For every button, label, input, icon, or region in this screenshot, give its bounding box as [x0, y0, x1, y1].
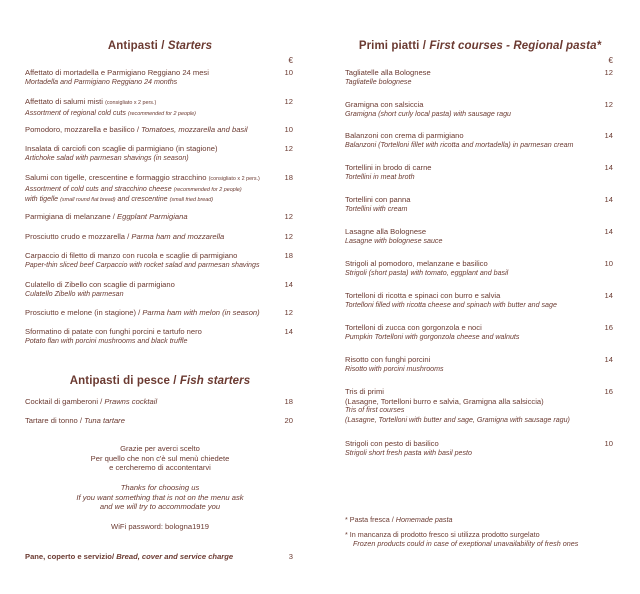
frozen-products-note: * In mancanza di prodotto fresco si utilizza prodotto surgelato Frozen products could in case of exeptional unavailability of fresh ones: [345, 530, 579, 549]
menu-item: Tortelloni di zucca con gorgonzola e noci Pumpkin Tortelloni with gorgonzola cheese and walnuts 16: [345, 323, 613, 341]
cover-charge: Pane, coperto e servizio/ Bread, cover and service charge 3: [25, 552, 293, 561]
item-price: 18: [284, 251, 293, 260]
item-price: 14: [604, 131, 613, 140]
item-price: 12: [604, 100, 613, 109]
first-courses-title: Primi piatti / First courses - Regional pasta*: [358, 40, 602, 52]
menu-item: Parmigiana di melanzane / Eggplant Parmigiana 12: [25, 212, 293, 221]
thanks-english: Thanks for choosing us If you want something that is not on the menu ask and we will try to accommodate you: [76, 483, 244, 512]
menu-item: Gramigna con salsiccia Gramigna (short curly local pasta) with sausage ragu 12: [345, 100, 613, 118]
item-price: 14: [604, 195, 613, 204]
menu-item: Risotto con funghi porcini Risotto with porcini mushrooms 14: [345, 355, 613, 373]
menu-item: Tortelloni di ricotta e spinaci con burro e salvia Tortelloni filled with ricotta cheese and spinach with butter and sage 14: [345, 291, 613, 309]
item-price: 12: [284, 97, 293, 106]
menu-item: Strigoli con pesto di basilico Strigoli short fresh pasta with basil pesto 10: [345, 439, 613, 457]
item-price: 18: [284, 397, 293, 406]
wifi-password: WiFi password: bologna1919: [111, 522, 209, 531]
item-price: 16: [604, 387, 613, 396]
item-price: 3: [288, 552, 293, 561]
menu-item: Cocktail di gamberoni / Prawns cocktail 18: [25, 397, 293, 406]
item-price: 14: [604, 227, 613, 236]
item-price: 12: [284, 212, 293, 221]
item-price: 12: [604, 68, 613, 77]
menu-item: Lasagne alla Bolognese Lasagne with bolognese sauce 14: [345, 227, 613, 245]
item-price: 10: [604, 259, 613, 268]
menu-item: Pomodoro, mozzarella e basilico / Tomatoes, mozzarella and basil 10: [25, 125, 293, 134]
menu-item: Strigoli al pomodoro, melanzane e basilico Strigoli (short pasta) with tomato, eggplant and basil 10: [345, 259, 613, 277]
menu-item: Culatello di Zibello con scaglie di parmigiano Culatello Zibello with parmesan 14: [25, 280, 293, 298]
currency-symbol: €: [608, 56, 613, 65]
item-price: 10: [284, 68, 293, 77]
menu-item: Carpaccio di filetto di manzo con rucola e scaglie di parmigiano Paper-thin sliced beef Carpaccio with rocket salad and parmesan shavings 18: [25, 251, 293, 269]
menu-item: Affettato di salumi misti (consigliato x 2 pers.) Assortment of regional cold cuts (recommended for 2 people) 12: [25, 97, 293, 117]
item-price: 14: [604, 291, 613, 300]
item-price: 18: [284, 173, 293, 182]
fish-starters-title: Antipasti di pesce / Fish starters: [69, 375, 251, 387]
item-price: 16: [604, 323, 613, 332]
item-price: 12: [284, 232, 293, 241]
menu-item: Insalata di carciofi con scaglie di parmigiano (in stagione) Artichoke salad with parmesan shavings (in season) 12: [25, 144, 293, 162]
menu-item: Prosciutto e melone (in stagione) / Parma ham with melon (in season) 12: [25, 308, 293, 317]
item-price: 12: [284, 308, 293, 317]
menu-item: Prosciutto crudo e mozzarella / Parma ham and mozzarella 12: [25, 232, 293, 241]
menu-item: Tortellini con panna Tortellini with cream 14: [345, 195, 613, 213]
homemade-pasta-note: * Pasta fresca / Homemade pasta: [345, 515, 453, 524]
starters-title: Antipasti / Starters: [107, 40, 213, 52]
menu-item: Tagliatelle alla Bolognese Tagliatelle bolognese 12: [345, 68, 613, 86]
item-price: 10: [284, 125, 293, 134]
item-price: 14: [284, 327, 293, 336]
item-price: 14: [604, 163, 613, 172]
currency-symbol: €: [288, 56, 293, 65]
item-price: 14: [604, 355, 613, 364]
menu-item: Tris di primi (Lasagne, Tortelloni burro e salvia, Gramigna alla salsiccia) Tris of first courses (Lasagne, Tortelloni with butter and sage, Gramigna with sausage ragu) 16: [345, 387, 613, 424]
item-price: 10: [604, 439, 613, 448]
menu-item: Tortellini in brodo di carne Tortellini in meat broth 14: [345, 163, 613, 181]
thanks-italian: Grazie per averci scelto Per quello che non c'è sul menù chiedete e cercheremo di accontentarvi: [90, 444, 230, 473]
menu-item: Salumi con tigelle, crescentine e formaggio stracchino (consigliato x 2 pers.) Assortment of cold cuts and stracchino cheese (recommended for 2 people) with tigelle (small round flat bread) and crescentine (small fried bread) 18: [25, 173, 293, 203]
item-price: 20: [284, 416, 293, 425]
menu-item: Tartare di tonno / Tuna tartare 20: [25, 416, 293, 425]
item-price: 14: [284, 280, 293, 289]
menu-item: Affettato di mortadella e Parmigiano Reggiano 24 mesi Mortadella and Parmigiano Reggiano 24 months 10: [25, 68, 293, 86]
item-price: 12: [284, 144, 293, 153]
menu-item: Balanzoni con crema di parmigiano Balanzoni (Tortelloni fillet with ricotta and mortadella) in parmesan cream 14: [345, 131, 613, 149]
menu-item: Sformatino di patate con funghi porcini e tartufo nero Potato flan with porcini mushrooms and black truffle 14: [25, 327, 293, 345]
